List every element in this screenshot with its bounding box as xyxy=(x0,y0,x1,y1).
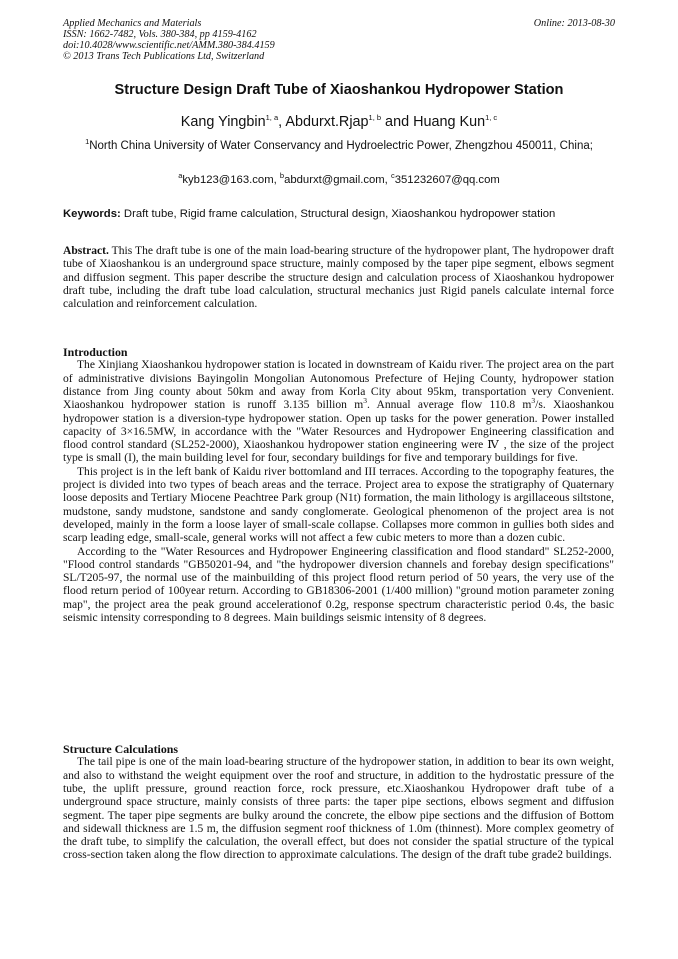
paper-title: Structure Design Draft Tube of Xiaoshankou Hydropower Station xyxy=(114,82,564,98)
author-superscript: 1, a xyxy=(265,113,279,123)
paragraph-text: /s. Xiaoshankou hydropower station is a diversion-type hydropower station. Open up tasks for the power generation. Power installed capacity of 3×16.5MW, in accordance with the "Water Resources and Hydropower Engineering classification and flood control standard (SL252-2000), Xiaoshankou hydropower station engineering were Ⅳ , the size of the project type is small (I), the main building level for four, secondary buildings for five and temporary buildings for five. xyxy=(63,399,614,465)
online-date: Online: 2013-08-30 xyxy=(533,18,615,29)
author-list xyxy=(40,114,638,130)
author-name: Huang Kun xyxy=(413,114,486,130)
paragraph-text: The Xinjiang Xiaoshankou hydropower station is located in downstream of Kaidu river. The project area on the part of administrative divisions Bayingolin Mongolian Autonomous Prefecture of Hejing County, hydropower station distance from Jing county about 50km and away from Korla City about 95km, transportation very Convenient. Xiaoshankou hydropower station is runoff 3.135 billion m xyxy=(63,359,614,412)
introduction-section xyxy=(63,346,614,625)
email-superscript: c xyxy=(390,171,395,181)
keywords-label: Keywords: xyxy=(63,208,121,220)
publication-info xyxy=(63,18,275,62)
paragraph: This project is in the left bank of Kaidu river bottomland and III terraces. According to the topography features, the project is divided into two types of beach areas and the terrace. Project area to expose the stratigraphy of Quaternary loose deposits and Tertiary Miocene Peachtree Park group (N1t) formation, the main lithology is argillaceous siltstone, mudstone, sandy mudstone, sandstone and sandy conglomerate. Geological phenomenon of the project area is not developed, mainly in the form a loose layer of small-scale collapse. Collapses more common in gullies both sides and scarp leading edge, small-scale, general works will not affect a few cubic meters to more than a dozen cubic. xyxy=(63,465,614,545)
author-superscript: 1, b xyxy=(368,113,382,123)
abstract xyxy=(63,245,614,311)
keywords-text: Draft tube, Rigid frame calculation, Structural design, Xiaoshankou hydropower station xyxy=(120,208,556,220)
issn-line: ISSN: 1662-7482, Vols. 380-384, pp 4159-4162 xyxy=(63,29,257,40)
affiliation-text: North China University of Water Conservancy and Hydroelectric Power, Zhengzhou 450011, China; xyxy=(89,140,593,152)
author-separator: , xyxy=(278,114,286,130)
author-emails xyxy=(40,171,638,186)
abstract-text: This The draft tube is one of the main load-bearing structure of the hydropower plant, The hydropower draft tube of Xiaoshankou is an underground space structure, mainly composed by the taper pipe segment, elbows segment and diffusion segment. This paper describe the structure design and calculation process of Xiaoshankou hydropower draft tube, including the draft tube load calculation, structural mechanics just Rigid panels calculate internal force calculation and reinforcement calculation. xyxy=(63,245,614,311)
author-separator: and xyxy=(381,114,414,130)
structure-heading: Structure Calculations xyxy=(63,742,179,756)
paragraph-text: . Annual average flow 110.8 m xyxy=(366,399,532,412)
keywords xyxy=(63,208,623,220)
journal-name: Applied Mechanics and Materials xyxy=(63,18,202,29)
email-address: abdurxt@gmail.com, xyxy=(284,174,391,186)
doi-line: doi:10.4028/www.scientific.net/AMM.380-384.4159 xyxy=(63,40,275,51)
abstract-label: Abstract. xyxy=(63,245,109,257)
email-address: 351232607@qq.com xyxy=(394,174,500,186)
introduction-heading: Introduction xyxy=(63,345,128,359)
unit-superscript: 3 xyxy=(363,396,367,406)
email-superscript: a xyxy=(178,171,183,181)
copyright-line: © 2013 Trans Tech Publications Ltd, Switzerland xyxy=(63,51,265,62)
affiliation xyxy=(70,139,608,153)
author-name: Abdurxt.Rjap xyxy=(285,114,369,130)
affiliation-superscript: 1 xyxy=(85,137,90,147)
email-address: kyb123@163.com, xyxy=(182,174,280,186)
author-name: Kang Yingbin xyxy=(180,114,266,130)
author-superscript: 1, c xyxy=(485,113,498,123)
paragraph: According to the "Water Resources and Hydropower Engineering classification and flood standard" SL252-2000, "Flood control standards "GB50201-94, and "the hydropower diversion channels and forebay design specifications" SL/T205-97, the normal use of the mainbuilding of this project flood return period of 50 years, the very use of the flood return period of 100year return. According to GB18306-2001 (1/400 million) "ground motion parameter zoning map", the project area the peak ground accelerationof 0.2g, response spectrum characteristic period 0.4s, the basic seismic intensity corresponding to 8 degrees. Main buildings seismic intensity of 8 degrees. xyxy=(63,545,614,625)
email-superscript: b xyxy=(279,171,285,181)
paragraph xyxy=(63,359,614,465)
structure-calculations-section xyxy=(63,743,614,863)
paragraph: The tail pipe is one of the main load-bearing structure of the hydropower station, in addition to bear its own weight, and also to withstand the weight equipment over the roof and structure, in addition to the hydrostatic pressure of the tube, the uplift pressure, ground reaction force, rock pressure, etc.Xiaoshankou Hydropower draft tube of a underground space structure, mainly consists of three parts: the taper pipe sections, elbows segment and diffusion segment. The taper pipe segments are bulky around the concrete, the elbow pipe sections and the diffusion of Bottom and sidewall thickness are 1.5 m, the diffusion segment roof thickness of 1.0m (thinnest). More complex geometry of the draft tube, to simplify the calculation, the overall effect, but does not consider the spatial structure of the typical cross-section taken along the flow direction to approximate calculations. The design of the draft tube grade2 buildings. xyxy=(63,756,614,862)
unit-superscript: 3 xyxy=(531,396,536,406)
